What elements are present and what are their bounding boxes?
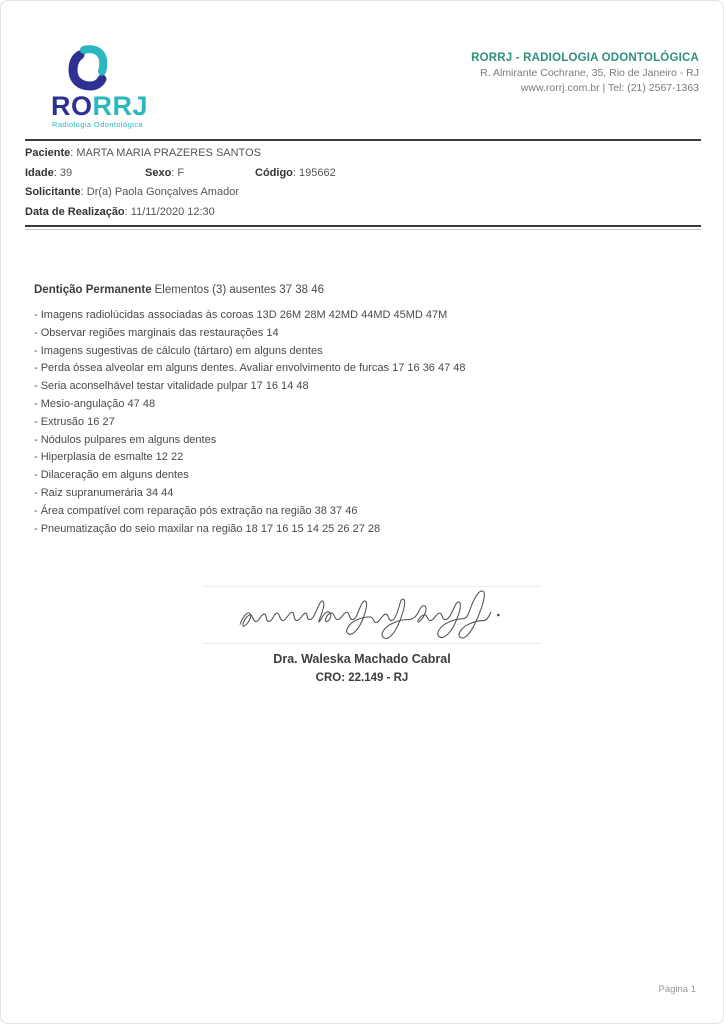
paciente-value: MARTA MARIA PRAZERES SANTOS (76, 147, 261, 159)
logo-tagline: Radiologia Odontológica (52, 120, 143, 129)
report-title-summary: Elementos (3) ausentes 37 38 46 (154, 284, 325, 296)
codigo-value: 195662 (299, 166, 336, 179)
patient-row-demographics (25, 164, 701, 184)
page-number: Página 1 (658, 984, 696, 995)
separator: : (124, 205, 131, 218)
logo-wordmark (51, 93, 171, 119)
report-body (34, 283, 694, 538)
finding-item: - Imagens sugestivas de cálculo (tártaro) em alguns dentes (34, 344, 323, 357)
sexo-value: F (177, 166, 185, 179)
finding-item: - Observar regiões marginais das restaurações 14 (34, 326, 279, 339)
sexo-label: Sexo (145, 166, 172, 179)
clinic-name: RORRJ - RADIOLOGIA ODONTOLÓGICA (471, 52, 699, 64)
idade-field (25, 167, 72, 179)
finding-item: - Área compatível com reparação pós extração na região 38 37 46 (34, 504, 358, 517)
signature-image (203, 586, 541, 644)
logo-wordmark-primary: RO (51, 91, 93, 121)
codigo-label: Código (255, 166, 293, 179)
finding-item: - Pneumatização do seio maxilar na região 18 17 16 15 14 25 26 27 28 (34, 522, 381, 535)
report-title (34, 283, 694, 298)
idade-value: 39 (59, 166, 73, 179)
separator: : (80, 186, 87, 198)
report-title-dentition: Dentição Permanente (34, 284, 152, 296)
solicitante-label: Solicitante (25, 186, 81, 198)
finding-item: - Seria aconselhável testar vitalidade pulpar 17 16 14 48 (34, 380, 309, 393)
finding-item: - Extrusão 16 27 (34, 415, 115, 428)
finding-item: - Perda óssea alveolar em alguns dentes. Avaliar envolvimento de furcas 17 16 36 47 48 (34, 362, 466, 375)
divider-light (25, 229, 701, 230)
finding-item: - Imagens radiolúcidas associadas às coroas 13D 26M 28M 42MD 44MD 45MD 47M (34, 309, 448, 321)
logo-wordmark-secondary: RRJ (92, 91, 149, 121)
patient-row-solicitante (25, 183, 701, 203)
separator: : (292, 166, 300, 179)
finding-item: - Mesio-angulação 47 48 (34, 397, 156, 410)
separator: : (70, 147, 77, 159)
finding-item: - Dilaceração em alguns dentes (34, 469, 189, 482)
divider-dark (25, 225, 701, 227)
clinic-contact: www.rorrj.com.br | Tel: (21) 2567-1363 (520, 82, 699, 94)
clinic-logo (51, 45, 171, 129)
patient-info-block (25, 139, 701, 230)
data-realizacao-value: 11/11/2020 12:30 (130, 205, 215, 218)
finding-item: - Raiz supranumerária 34 44 (34, 486, 174, 499)
handwritten-signature-icon (211, 589, 533, 641)
clinic-address: R. Almirante Cochrane, 35, Rio de Janeiro - RJ (480, 67, 699, 79)
doctor-name: Dra. Waleska Machado Cabral (273, 652, 451, 666)
patient-row-paciente (25, 144, 701, 164)
finding-item: - Nódulos pulpares em alguns dentes (34, 433, 217, 446)
separator: : (171, 166, 178, 179)
doctor-cro: CRO: 22.149 - RJ (315, 672, 409, 684)
finding-item: - Hiperplasia de esmalte 12 22 (34, 451, 184, 464)
data-realizacao-label: Data de Realização (25, 205, 125, 218)
solicitante-value: Dr(a) Paola Gonçalves Amador (86, 186, 239, 198)
idade-label: Idade (25, 166, 54, 179)
logo-o-icon (67, 45, 109, 91)
patient-row-data (25, 203, 701, 223)
separator: : (53, 166, 60, 179)
clinic-info (471, 51, 699, 96)
sexo-field (145, 164, 184, 184)
codigo-field (255, 164, 336, 184)
paciente-label: Paciente (25, 147, 71, 159)
